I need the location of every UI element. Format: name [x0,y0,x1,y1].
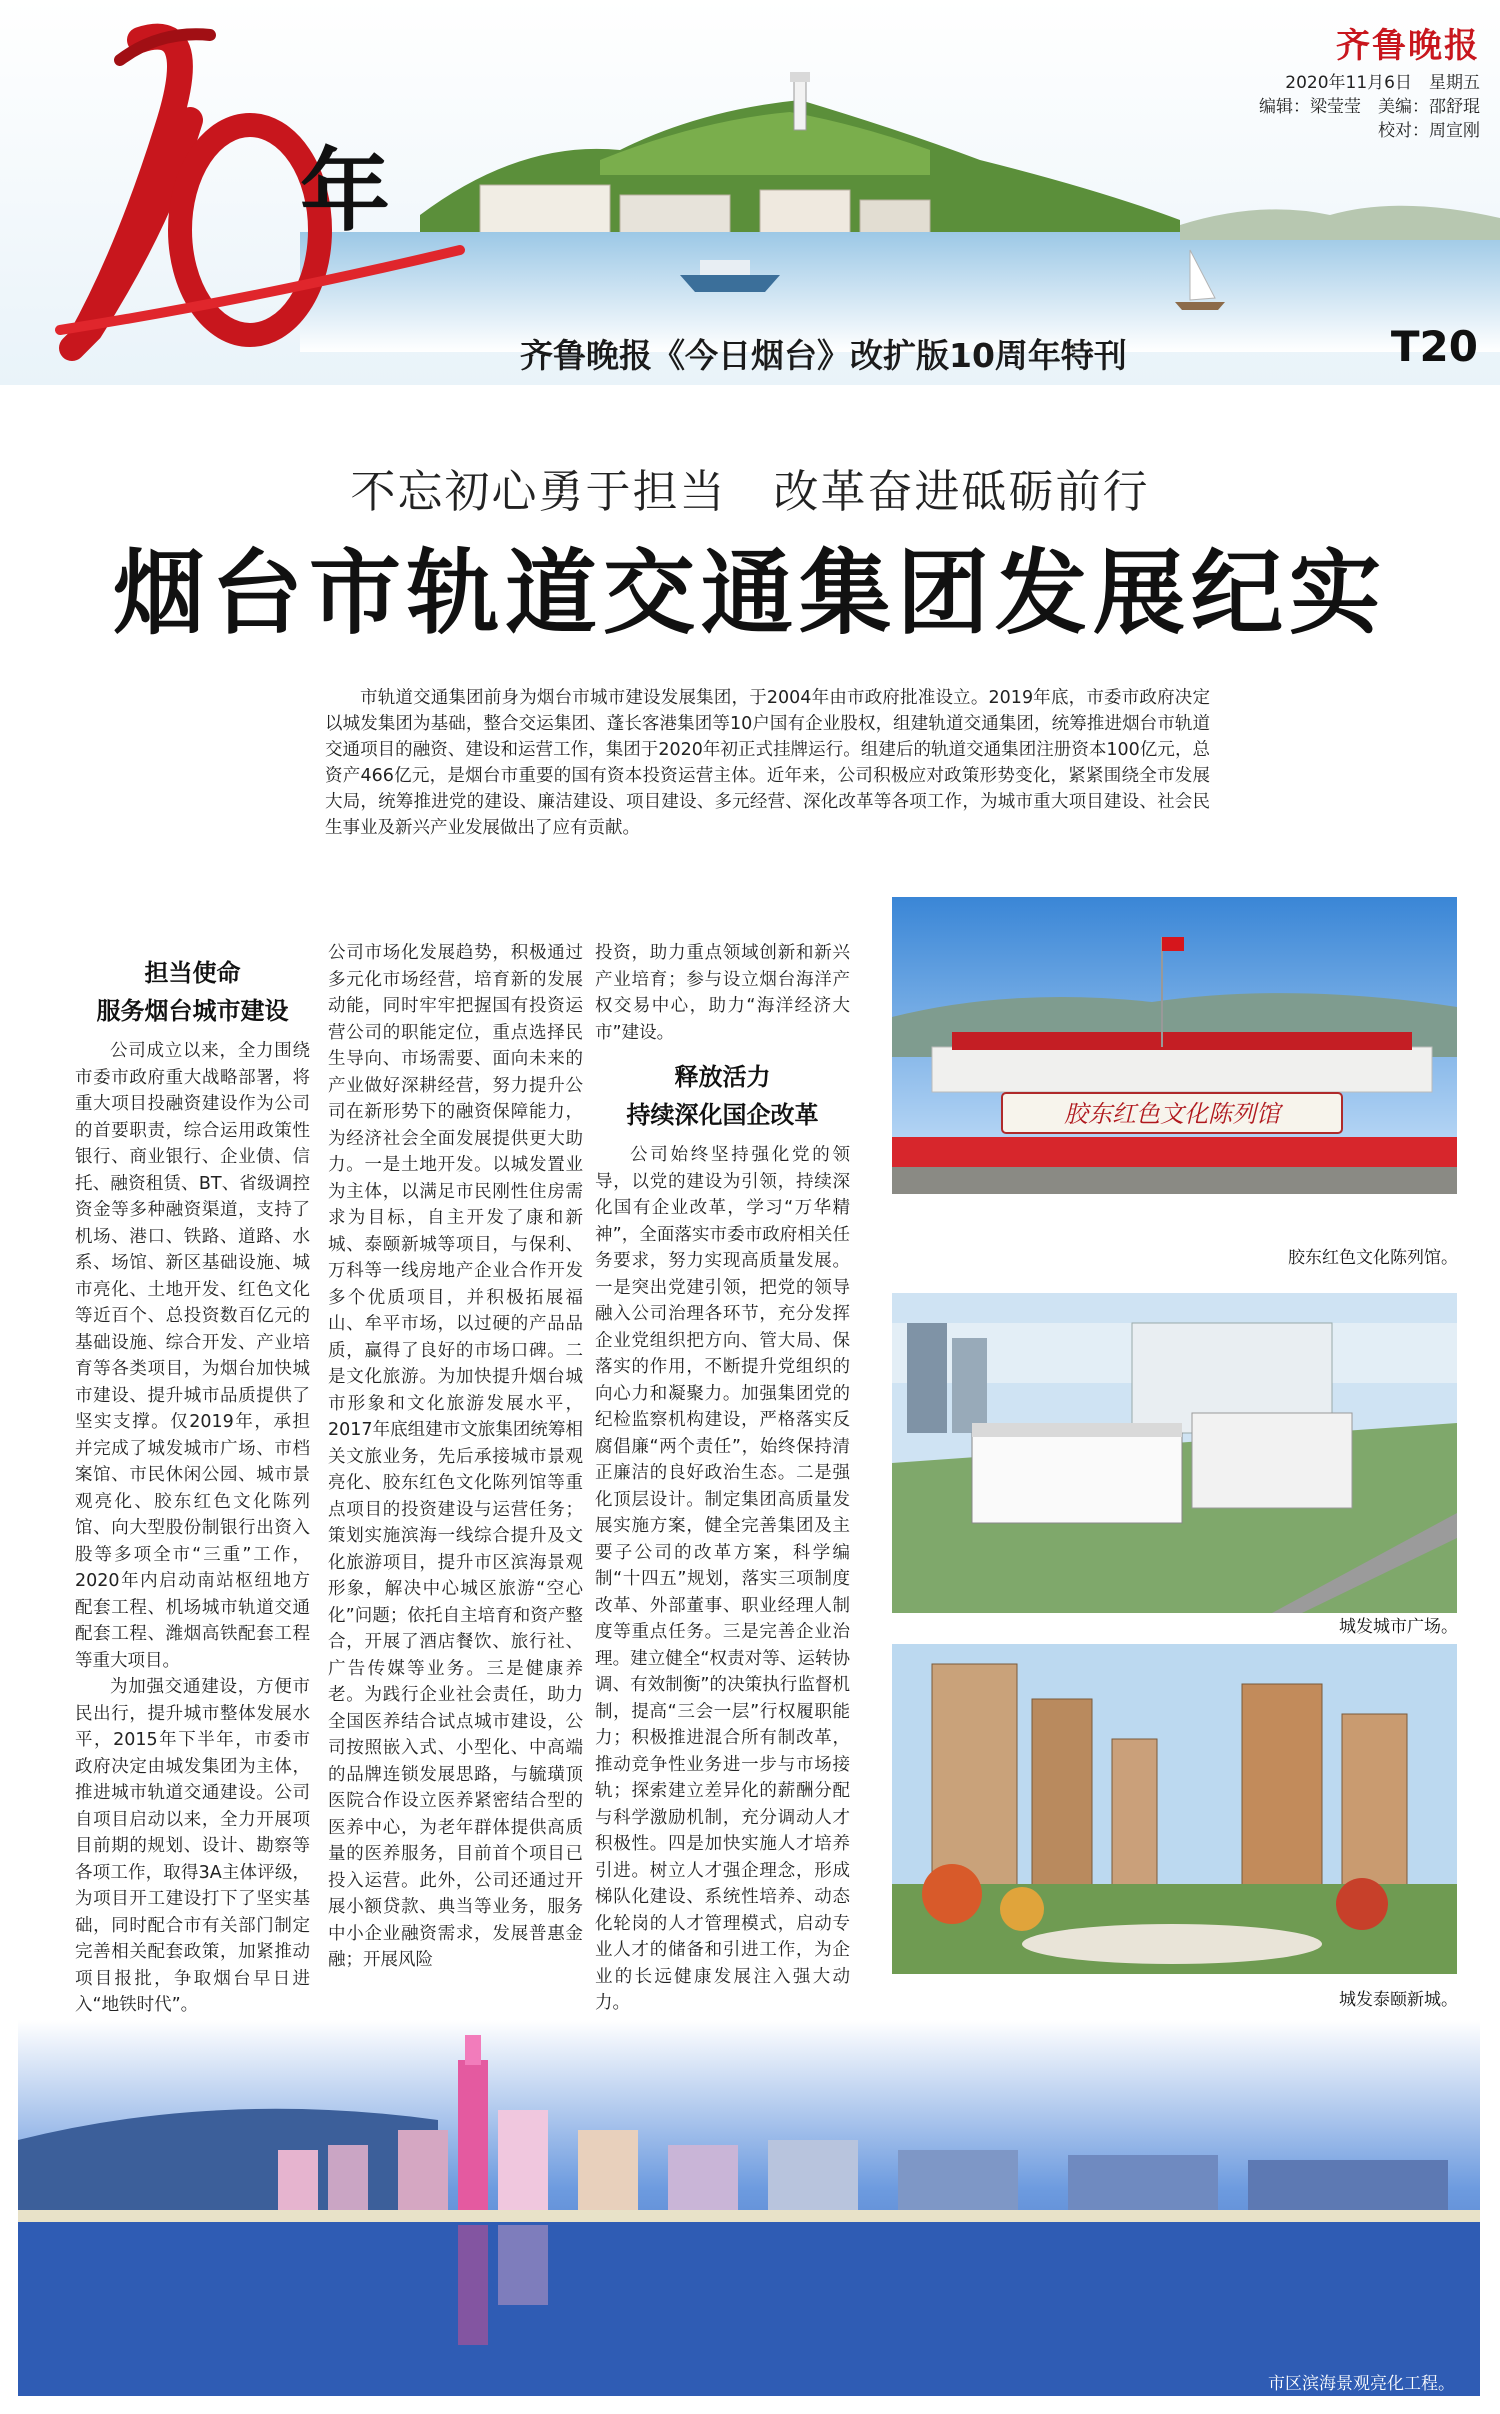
article-column-1 [75,948,310,2143]
page-number: T20 [1390,322,1478,371]
body-paragraph: 公司成立以来，全力围绕市委市政府重大战略部署，将重大项目投融资建设作为公司的首要职责，综合运用政策性银行、商业银行、企业债、信托、融资租赁、BT、省级调控资金等多种融资渠道，支持了机场、港口、铁路、道路、水系、场馆、新区基础设施、城市亮化、土地开发、红色文化等近百个、总投资数百亿元的基础设施、综合开发、产业培育等各类项目，为烟台加快城市建设、提升城市品质提供了坚实支撑。仅2019年，承担并完成了城发城市广场、市档案馆、市民休闲公园、城市景观亮化、胶东红色文化陈列馆、向大型股份制银行出资入股等多项全市“三重”工作，2020年内启动南站枢纽地方配套工程、机场城市轨道交通配套工程、潍烟高铁配套工程等重大项目。 [75,1041,310,1671]
body-paragraph: 投资，助力重点领域创新和新兴产业培育；参与设立烟台海洋产权交易中心，助力“海洋经济大市”建设。 [595,943,850,1043]
headline-subtitle: 不忘初心勇于担当 改革奋进砥砺前行 [350,465,1150,518]
article-column-2 [328,940,583,1974]
night-skyline-illustration [18,2020,1480,2396]
decade-calligraphy [300,118,390,248]
masthead [0,0,1500,385]
section-title-line2: 持续深化国企改革 [626,1101,819,1129]
decade-suffix: 年 [300,138,390,244]
city-plaza-illustration [892,1293,1457,1613]
residential-illustration [892,1644,1457,1974]
special-issue-title: 齐鲁晚报《今日烟台》改扩版10周年特刊 [520,336,1127,375]
proofreader-credit: 校对：周宣刚 [1378,121,1480,141]
intro-paragraph: 市轨道交通集团前身为烟台市城市建设发展集团，于2004年由市政府批准设立。2019年底，市委市政府决定以城发集团为基础，整合交运集团、蓬长客港集团等10户国有企业股权，组建轨道交通集团，统筹推进烟台市轨道交通项目的融资、建设和运营工作，集团于2020年初正式挂牌运行。组建后的轨道交通集团注册资本100亿元，总资产466亿元，是烟台市重要的国有资本投资运营主体。近年来，公司积极应对政策形势变化，紧紧围绕全市发展大局，统筹推进党的建设、廉洁建设、项目建设、多元经营、深化改革等各项工作，为城市重大项目建设、社会民生事业及新兴产业发展做出了应有贡献。 [325,688,1210,838]
photo-caption: 城发城市广场。 [1339,1617,1458,1637]
memorial-hall-illustration [892,897,1457,1194]
body-paragraph: 公司始终坚持强化党的领导，以党的建设为引领，持续深化国有企业改革，学习“万华精神”，全面落实市委市政府相关任务要求，努力实现高质量发展。一是突出党建引领，把党的领导融入公司治理各环节，充分发挥企业党组织把方向、管大局、保落实的作用，不断提升党组织的向心力和凝聚力。加强集团党的纪检监察机构建设，严格落实反腐倡廉“两个责任”，始终保持清正廉洁的良好政治生态。二是强化顶层设计。制定集团高质量发展实施方案，健全完善集团及主要子公司的改革方案，科学编制“十四五”规划，落实三项制度改革、外部董事、职业经理人制度等重点任务。三是完善企业治理。建立健全“权责对等、运转协调、有效制衡”的决策执行监督机制，提高“三会一层”行权履职能力；积极推进混合所有制改革，推动竞争性业务进一步与市场接轨；探索建立差异化的薪酬分配与科学激励机制，充分调动人才积极性。四是加快实施人才培养引进。树立人才强企理念，形成梯队化建设、系统性培养、动态化轮岗的人才管理模式，启动专业人才的储备和引进工作，为企业的长远健康发展注入强大动力。 [595,1145,850,2013]
photo-residential [892,1644,1457,1974]
issue-date: 2020年11月6日 星期五 [1285,73,1480,93]
section-heading [595,1058,850,1134]
photo-caption: 市区滨海景观亮化工程。 [1268,2374,1455,2394]
section-title-line1: 担当使命 [144,959,241,987]
article-column-3 [595,940,850,2017]
photo-night-skyline [18,2020,1480,2396]
header-landscape-art [0,0,1500,385]
headline-title: 烟台市轨道交通集团发展纪实 [112,540,1387,647]
body-paragraph: 公司市场化发展趋势，积极通过多元化市场经营，培育新的发展动能，同时牢牢把握国有投资运营公司的职能定位，重点选择民生导向、市场需要、面向未来的产业做好深耕经营，努力提升公司在新形势下的融资保障能力，为经济社会全面发展提供更大助力。一是土地开发。以城发置业为主体，以满足市民刚性住房需求为目标，自主开发了康和新城、泰颐新城等项目，与保利、万科等一线房地产企业合作开发多个优质项目，并积极拓展福山、牟平市场，以过硬的产品品质，赢得了良好的市场口碑。二是文化旅游。为加快提升烟台城市形象和文化旅游发展水平，2017年底组建市文旅集团统筹相关文旅业务，先后承接城市景观亮化、胶东红色文化陈列馆等重点项目的投资建设与运营任务；策划实施滨海一线综合提升及文化旅游项目，提升市区滨海景观形象，解决中心城区旅游“空心化”问题；依托自主培育和资产整合，开展了酒店餐饮、旅行社、广告传媒等业务。三是健康养老。为践行企业社会责任，助力全国医养结合试点城市建设，公司按照嵌入式、小型化、中高端的品牌连锁发展思路，与毓璜顶医院合作设立医养紧密结合型的医养中心，为老年群体提供高质量的医养服务，目前首个项目已投入运营。此外，公司还通过开展小额贷款、典当等业务，服务中小企业融资需求，发展普惠金融；开展风险 [328,943,583,1970]
body-paragraph: 为加强交通建设，方便市民出行，提升城市整体发展水平，2015年下半年，市委市政府决定由城发集团为主体，推进城市轨道交通建设。公司自项目启动以来，全力开展项目前期的规划、设计、勘察等各项工作，取得3A主体评级，为项目开工建设打下了坚实基础，同时配合市有关部门制定完善相关配套政策，加紧推动项目报批，争取烟台早日进入“地铁时代”。 [75,1677,310,2015]
section-title-line1: 释放活力 [674,1063,771,1091]
editor-credit: 编辑：梁莹莹 美编：邵舒琨 [1259,97,1480,117]
photo-caption: 城发泰颐新城。 [1339,1990,1458,2010]
photo-memorial-hall [892,897,1457,1194]
section-title-line2: 服务烟台城市建设 [96,997,289,1025]
photo-caption: 胶东红色文化陈列馆。 [1288,1248,1458,1268]
paper-logo: 齐鲁晚报 [1336,26,1480,66]
memorial-hall-sign: 胶东红色文化陈列馆 [1064,1100,1280,1128]
photo-city-plaza [892,1293,1457,1613]
section-heading [75,954,310,1030]
